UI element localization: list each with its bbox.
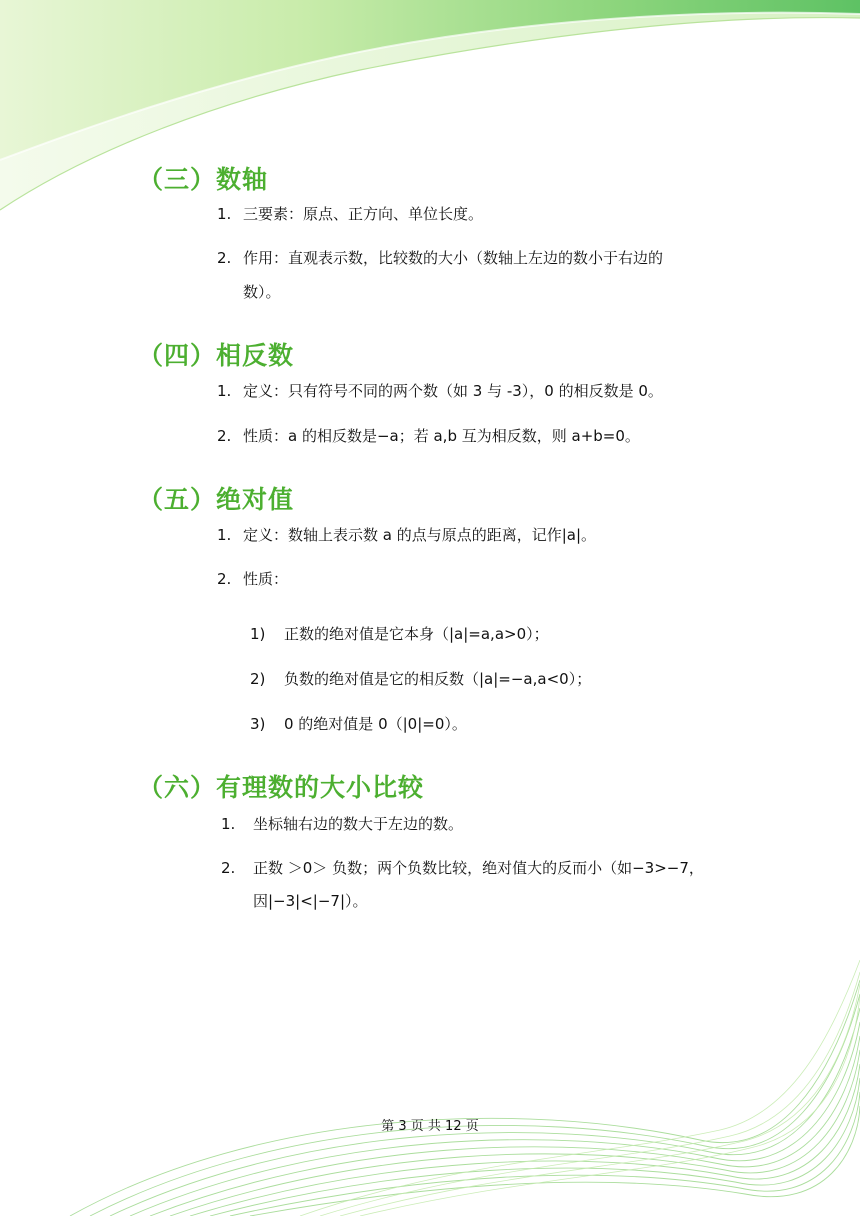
sub-list-text: 0 的绝对值是 0（|0|=0）。 bbox=[284, 715, 467, 733]
sub-list-number: 3) bbox=[250, 715, 266, 733]
list-number: 1. bbox=[217, 526, 232, 544]
list-item bbox=[217, 520, 596, 550]
section-heading-comparing-rationals: （六）有理数的大小比较 bbox=[138, 773, 425, 802]
page-footer: 第 3 页 共 12 页 bbox=[381, 1119, 479, 1134]
list-text: 作用：直观表示数，比较数的大小（数轴上左边的数小于右边的 bbox=[243, 249, 664, 267]
list-item bbox=[217, 243, 663, 273]
list-text: 定义：数轴上表示数 a 的点与原点的距离，记作|a|。 bbox=[243, 526, 597, 544]
list-text: 性质：a 的相反数是−a；若 a,b 互为相反数，则 a+b=0。 bbox=[243, 427, 640, 445]
sub-list-text: 正数的绝对值是它本身（|a|=a,a>0）； bbox=[284, 625, 549, 643]
list-item bbox=[217, 564, 288, 594]
list-text: 三要素：原点、正方向、单位长度。 bbox=[243, 205, 484, 223]
list-number: 1. bbox=[221, 815, 236, 833]
list-item bbox=[221, 809, 463, 839]
sub-list-text: 负数的绝对值是它的相反数（|a|=−a,a<0）； bbox=[284, 670, 592, 688]
sub-list-item bbox=[250, 664, 591, 694]
list-item bbox=[217, 421, 640, 451]
list-number: 2. bbox=[221, 859, 236, 877]
bottom-wave-decoration bbox=[0, 960, 860, 1216]
list-text: 性质： bbox=[243, 570, 289, 588]
list-text-continuation: 数）。 bbox=[243, 283, 281, 301]
sub-list-number: 2) bbox=[250, 670, 266, 688]
top-wave-decoration bbox=[0, 0, 860, 230]
list-text: 坐标轴右边的数大于左边的数。 bbox=[253, 815, 464, 833]
list-item bbox=[217, 199, 483, 229]
section-heading-absolute-value: （五）绝对值 bbox=[138, 485, 295, 514]
list-item bbox=[217, 376, 663, 406]
list-item bbox=[221, 853, 704, 883]
sub-list-item bbox=[250, 619, 549, 649]
sub-list-item bbox=[250, 709, 467, 739]
list-number: 1. bbox=[217, 205, 232, 223]
list-number: 2. bbox=[217, 427, 232, 445]
section-heading-opposite-number: （四）相反数 bbox=[138, 341, 295, 370]
list-number: 1. bbox=[217, 382, 232, 400]
list-number: 2. bbox=[217, 570, 232, 588]
section-heading-number-line: （三）数轴 bbox=[138, 165, 269, 194]
sub-list-number: 1) bbox=[250, 625, 266, 643]
list-text-continuation: 因|−3|<|−7|）。 bbox=[253, 892, 368, 910]
list-text: 定义：只有符号不同的两个数（如 3 与 -3），0 的相反数是 0。 bbox=[243, 382, 663, 400]
list-number: 2. bbox=[217, 249, 232, 267]
list-text: 正数 ＞0＞ 负数；两个负数比较，绝对值大的反而小（如−3>−7， bbox=[253, 859, 704, 877]
